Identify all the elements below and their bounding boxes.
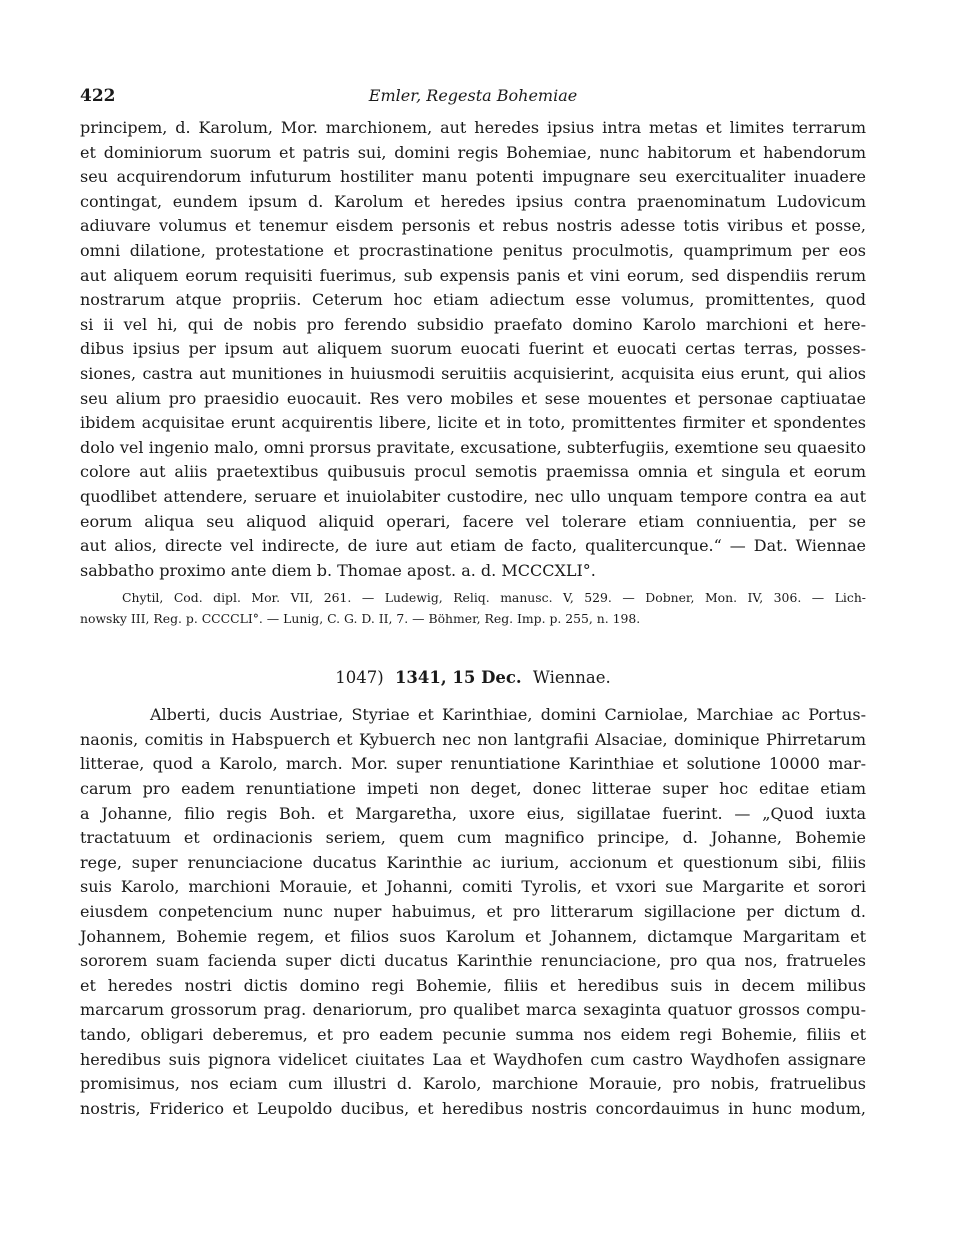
- text-line: seu alium pro praesidio euocauit. Res vero mobiles et sese mouentes et personae captiuatae: [80, 388, 866, 408]
- text-line: litterae, quod a Karolo, march. Mor. super renuntiatione Karinthiae et solutione 10000 mar-: [80, 754, 866, 774]
- text-line: Johannem, Bohemie regem, et filios suos Karolum et Johannem, dictamque Margaritam et: [80, 926, 866, 946]
- text-line: Alberti, ducis Austriae, Styriae et Karinthiae, domini Carniolae, Marchiae ac Portus-: [150, 705, 866, 725]
- text-line: suis Karolo, marchioni Morauie, et Johanni, comiti Tyrolis, et vxori sue Margarite et sorori: [80, 877, 866, 897]
- running-head: [80, 82, 866, 116]
- entry-heading: [80, 665, 866, 691]
- continuation-text: [80, 116, 866, 583]
- document-page: [80, 82, 866, 1121]
- text-line: omni dilatione, protestatione et procrastinatione penitus proculmotis, quamprimum per eos: [80, 240, 866, 260]
- entry-text: [80, 703, 866, 1121]
- text-line: contingat, eundem ipsum d. Karolum et heredes ipsius contra praenominatum Ludovicum: [80, 191, 866, 211]
- text-line: promisimus, nos eciam cum illustri d. Karolo, marchione Morauie, pro nobis, fratruelibus: [80, 1074, 866, 1094]
- text-line: marcarum grossorum prag. denariorum, pro qualibet marca sexaginta quatuor grossos compu-: [80, 1000, 866, 1020]
- text-line: tando, obligari deberemus, et pro eadem pecunie summa nos eidem regi Bohemie, filiis et: [80, 1025, 866, 1044]
- text-line: ibidem acquisitae erunt acquirentis libere, licite et in toto, promittentes firmiter et spondentes: [80, 413, 866, 433]
- references: [80, 587, 866, 629]
- text-line: siones, castra aut munitiones in huiusmodi seruitiis acquisierint, acquisita eius erunt, qui alios: [80, 363, 866, 383]
- text-line: adiuvare volumus et tenemur eisdem personis et rebus nostris adesse totis viribus et posse,: [80, 216, 866, 236]
- text-line: nostrarum atque propriis. Ceterum hoc etiam adiectum esse volumus, promittentes, quod: [80, 290, 866, 310]
- text-line: tractatuum et ordinacionis seriem, quem cum magnifico principe, d. Johanne, Bohemie: [80, 828, 866, 848]
- text-line: carum pro eadem renuntiatione impeti non deget, donec litterae super hoc editae etiam: [80, 779, 866, 799]
- reference-line: Chytil, Cod. dipl. Mor. VII, 261. — Ludewig, Reliq. manusc. V, 529. — Dobner, Mon. IV, 306. — Lich-: [122, 590, 866, 606]
- text-line: eiusdem conpetencium nunc nuper habuimus, et pro litterarum sigillacione per dictum d.: [80, 902, 866, 922]
- running-title: Emler, Regesta Bohemiae: [368, 86, 578, 105]
- reference-line: nowsky III, Reg. p. CCCCLI°. — Lunig, C. G. D. II, 7. — Böhmer, Reg. Imp. p. 255, n. 198.: [80, 611, 641, 627]
- text-line: nostris, Friderico et Leupoldo ducibus, et heredibus nostris concordauimus in hunc modum,: [80, 1098, 866, 1118]
- text-line: aut alios, directe vel indirecte, de iure aut etiam de facto, qualitercunque.“ — Dat. Wiennae: [80, 536, 866, 556]
- text-line: quodlibet attendere, seruare et inuiolabiter custodire, nec ullo unquam tempore contra ea aut: [80, 486, 866, 506]
- text-line: sororem suam facienda super dicti ducatus Karinthie renunciacione, pro qua nos, fratrueles: [80, 951, 866, 971]
- text-line: dolo vel ingenio malo, omni prorsus pravitate, excusatione, subterfugiis, exemtione seu quaesito: [80, 437, 866, 457]
- page-number: 422: [80, 86, 116, 106]
- entry-place: Wiennae.: [532, 668, 611, 688]
- text-line: principem, d. Karolum, Mor. marchionem, aut heredes ipsius intra metas et limites terrarum: [80, 118, 866, 137]
- text-line: eorum aliqua seu aliquod aliquid operari, facere vel tolerare etiam conniuentia, per se: [80, 511, 866, 531]
- text-line: naonis, comitis in Habspuerch et Kybuerch nec non lantgrafii Alsaciae, dominique Phirretarum: [80, 729, 866, 749]
- text-line: et dominiorum suorum et patris sui, domini regis Bohemiae, nunc habitorum et habendorum: [80, 142, 866, 162]
- text-line: colore aut aliis praetextibus quibusuis procul semotis praemissa omnia et singula et eorum: [80, 462, 866, 482]
- text-line: sabbatho proximo ante diem b. Thomae apost. a. d. MCCCXLI°.: [80, 560, 596, 580]
- text-line: aut aliquem eorum requisiti fuerimus, sub expensis panis et vini eorum, sed dispendiis rerum: [80, 265, 866, 285]
- entry-date: 1341, 15 Dec.: [394, 668, 522, 688]
- text-line: rege, super renunciacione ducatus Karinthie ac iurium, accionum et questionum sibi, filiis: [80, 852, 866, 872]
- text-line: heredibus suis pignora videlicet ciuitates Laa et Waydhofen cum castro Waydhofen assignare: [80, 1049, 866, 1069]
- text-line: a Johanne, filio regis Boh. et Margaretha, uxore eius, sigillatae fuerint. — „Quod iuxta: [80, 803, 866, 823]
- text-line: dibus ipsius per ipsum aut aliquem suorum euocati fuerint et euocati certas terras, posses-: [80, 339, 866, 359]
- text-line: si ii vel hi, qui de nobis pro ferendo subsidio praefato domino Karolo marchioni et here-: [80, 314, 866, 334]
- text-line: et heredes nostri dictis domino regi Bohemie, filiis et heredibus suis in decem milibus: [80, 975, 866, 995]
- entry-number: 1047): [335, 668, 384, 688]
- text-line: seu acquirendorum infuturum hostiliter manu potenti impugnare seu exercitualiter inuadere: [80, 167, 866, 187]
